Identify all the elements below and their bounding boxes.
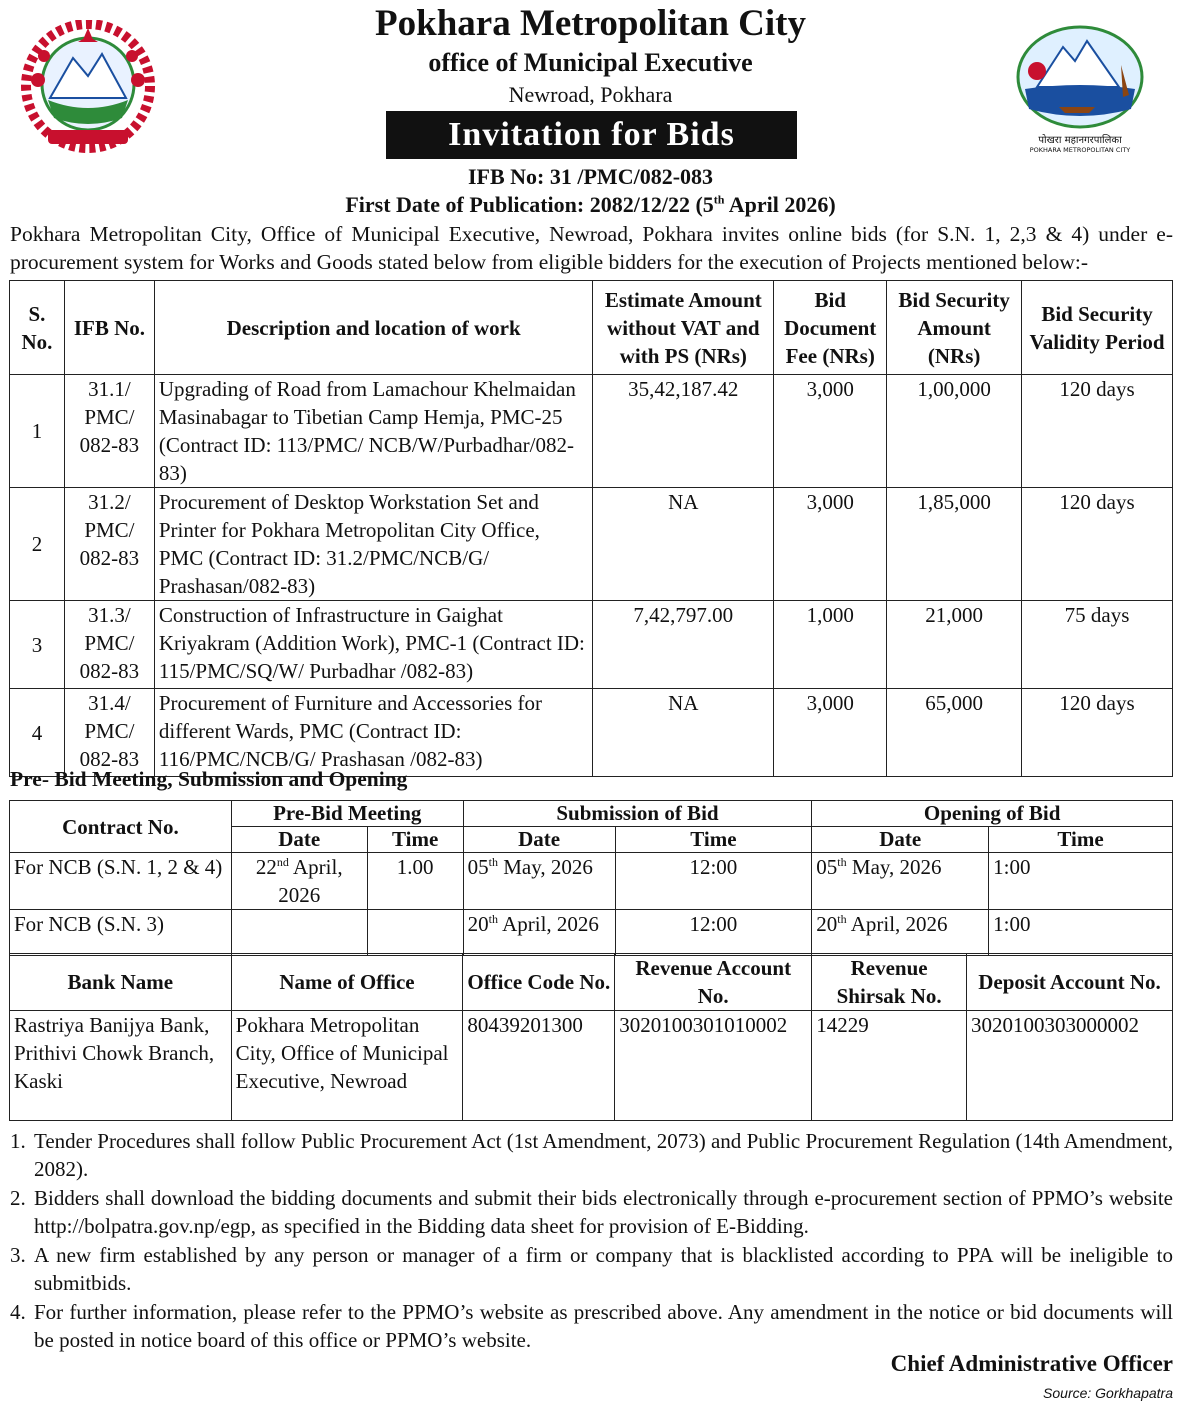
meeting-contract: For NCB (S.N. 1, 2 & 4) bbox=[10, 853, 232, 910]
header-sub-time: Time bbox=[615, 827, 812, 853]
bid-estimate: 35,42,187.42 bbox=[593, 375, 774, 488]
source-credit: Source: Gorkhapatra bbox=[1043, 1385, 1173, 1401]
meeting-sub-date: 05th May, 2026 bbox=[463, 853, 615, 910]
bid-validity: 120 days bbox=[1022, 689, 1173, 777]
header-bank-name: Bank Name bbox=[10, 954, 232, 1011]
bid-sn: 3 bbox=[10, 601, 65, 689]
meeting-row bbox=[10, 910, 1173, 956]
meeting-open-time: 1:00 bbox=[989, 910, 1173, 956]
notes-list bbox=[10, 1127, 1173, 1355]
note-item bbox=[10, 1241, 1173, 1297]
bid-row bbox=[10, 689, 1173, 777]
meeting-table bbox=[9, 800, 1173, 956]
header-doc-fee: Bid Document Fee (NRs) bbox=[774, 281, 887, 375]
office-code: 80439201300 bbox=[463, 1011, 615, 1121]
bid-ifb-no: 31.3/ PMC/ 082-83 bbox=[64, 601, 154, 689]
bid-estimate: NA bbox=[593, 488, 774, 601]
bid-description: Upgrading of Road from Lamachour Khelmaidan Masinabagar to Tibetian Camp Hemja, PMC-25 (Contract ID: 113/PMC/ NCB/W/Purbadhar/082-83) bbox=[154, 375, 593, 488]
bid-row bbox=[10, 601, 1173, 689]
bid-ifb-no: 31.4/ PMC/ 082-83 bbox=[64, 689, 154, 777]
bid-ifb-no: 31.1/ PMC/ 082-83 bbox=[64, 375, 154, 488]
meeting-sub-time: 12:00 bbox=[615, 853, 812, 910]
meeting-sub-date: 20th April, 2026 bbox=[463, 910, 615, 956]
meeting-prebid-time bbox=[367, 910, 463, 956]
header-sub-date: Date bbox=[463, 827, 615, 853]
intro-paragraph: Pokhara Metropolitan City, Office of Municipal Executive, Newroad, Pokhara invites online bids (for S.N. 1, 2,3 & 4) under e- procurement system for Works and Goods stated below from eligible bidders for the execution of Projects mentioned below:- bbox=[10, 222, 1173, 274]
office-address: Newroad, Pokhara bbox=[508, 82, 673, 107]
pmc-logo-nepali: पोखरा महानगरपालिका bbox=[1038, 135, 1122, 146]
bank-row bbox=[10, 1011, 1173, 1121]
meeting-prebid-date bbox=[231, 910, 367, 956]
header-security: Bid Security Amount (NRs) bbox=[887, 281, 1022, 375]
note-number: 1. bbox=[10, 1129, 26, 1153]
ifb-number: IFB No: 31 /PMC/082-083 bbox=[467, 164, 714, 189]
meeting-open-date: 20th April, 2026 bbox=[812, 910, 989, 956]
header-estimate: Estimate Amount without VAT and with PS (NRs) bbox=[593, 281, 774, 375]
header-validity: Bid Security Validity Period bbox=[1022, 281, 1173, 375]
shirsak-number: 14229 bbox=[812, 1011, 967, 1121]
note-item bbox=[10, 1127, 1173, 1183]
meeting-contract: For NCB (S.N. 3) bbox=[10, 910, 232, 956]
bid-security: 1,00,000 bbox=[887, 375, 1022, 488]
note-text: A new firm established by any person or manager of a firm or company that is blacklisted according to PPA will be ineligible to submitbids. bbox=[34, 1243, 1173, 1295]
header-opening: Opening of Bid bbox=[812, 801, 1173, 827]
header-prebid-time: Time bbox=[367, 827, 463, 853]
meeting-sub-time: 12:00 bbox=[615, 910, 812, 956]
meeting-row bbox=[10, 853, 1173, 910]
meeting-section-title: Pre- Bid Meeting, Submission and Opening bbox=[10, 767, 408, 791]
bid-estimate: 7,42,797.00 bbox=[593, 601, 774, 689]
header-deposit-account: Deposit Account No. bbox=[967, 954, 1173, 1011]
publication-date: First Date of Publication: 2082/12/22 (5th April 2026) bbox=[345, 192, 836, 217]
bid-row bbox=[10, 375, 1173, 488]
bid-security: 65,000 bbox=[887, 689, 1022, 777]
header-open-time: Time bbox=[989, 827, 1173, 853]
note-number: 2. bbox=[10, 1186, 26, 1210]
notice-type-banner: Invitation for Bids bbox=[386, 111, 797, 159]
office-name: Pokhara Metropolitan City, Office of Municipal Executive, Newroad bbox=[231, 1011, 463, 1121]
bid-doc-fee: 3,000 bbox=[774, 488, 887, 601]
bid-description: Procurement of Desktop Workstation Set and Printer for Pokhara Metropolitan City Office, PMC (Contract ID: 31.2/PMC/NCB/G/ Prashasan/082-83) bbox=[154, 488, 593, 601]
header-ifb: IFB No. bbox=[64, 281, 154, 375]
office-title: Pokhara Metropolitan City bbox=[375, 3, 806, 44]
meeting-open-date: 05th May, 2026 bbox=[812, 853, 989, 910]
meeting-prebid-time: 1.00 bbox=[367, 853, 463, 910]
bank-table bbox=[9, 953, 1173, 1121]
bid-doc-fee: 3,000 bbox=[774, 375, 887, 488]
note-text: For further information, please refer to the PPMO’s website as prescribed above. Any amendment in the notice or bid documents will be posted in notice board of this office or PPMO’s website. bbox=[34, 1300, 1173, 1352]
revenue-account: 3020100301010002 bbox=[615, 1011, 812, 1121]
bank-name: Rastriya Banijya Bank, Prithivi Chowk Branch, Kaski bbox=[10, 1011, 232, 1121]
bid-row bbox=[10, 488, 1173, 601]
bid-sn: 1 bbox=[10, 375, 65, 488]
header-description: Description and location of work bbox=[154, 281, 593, 375]
bid-estimate: NA bbox=[593, 689, 774, 777]
bid-sn: 2 bbox=[10, 488, 65, 601]
pmc-logo-english: POKHARA METROPOLITAN CITY bbox=[1029, 146, 1131, 154]
bid-doc-fee: 3,000 bbox=[774, 689, 887, 777]
meeting-open-time: 1:00 bbox=[989, 853, 1173, 910]
note-item bbox=[10, 1184, 1173, 1240]
note-text: Bidders shall download the bidding documents and submit their bids electronically through e-procurement section of PPMO’s website http://bolpatra.gov.np/egp, as specified in the Bidding data sheet for provision of E-Bidding. bbox=[34, 1186, 1173, 1238]
bid-validity: 120 days bbox=[1022, 375, 1173, 488]
note-number: 3. bbox=[10, 1243, 26, 1267]
header-open-date: Date bbox=[812, 827, 989, 853]
bid-description: Procurement of Furniture and Accessories for different Wards, PMC (Contract ID: 116/PMC/NCB/G/ Prashasan /082-83) bbox=[154, 689, 593, 777]
note-text: Tender Procedures shall follow Public Procurement Act (1st Amendment, 2073) and Public Procurement Regulation (14th Amendment, 2082). bbox=[34, 1129, 1173, 1181]
bid-security: 1,85,000 bbox=[887, 488, 1022, 601]
bid-ifb-no: 31.2/ PMC/ 082-83 bbox=[64, 488, 154, 601]
deposit-account: 3020100303000002 bbox=[967, 1011, 1173, 1121]
header-prebid-date: Date bbox=[231, 827, 367, 853]
bid-security: 21,000 bbox=[887, 601, 1022, 689]
header-revenue-account: Revenue Account No. bbox=[615, 954, 812, 1011]
header-contract: Contract No. bbox=[10, 801, 232, 853]
header-office-name: Name of Office bbox=[231, 954, 463, 1011]
bids-table bbox=[9, 280, 1173, 777]
note-number: 4. bbox=[10, 1300, 26, 1324]
bid-description: Construction of Infrastructure in Gaighat Kriyakram (Addition Work), PMC-1 (Contract ID: 115/PMC/SQ/W/ Purbadhar /082-83) bbox=[154, 601, 593, 689]
signature: Chief Administrative Officer bbox=[890, 1351, 1173, 1376]
header-shirsak: Revenue Shirsak No. bbox=[812, 954, 967, 1011]
header-submission: Submission of Bid bbox=[463, 801, 812, 827]
header-office-code: Office Code No. bbox=[463, 954, 615, 1011]
office-subtitle: office of Municipal Executive bbox=[428, 48, 753, 77]
bid-validity: 75 days bbox=[1022, 601, 1173, 689]
bid-validity: 120 days bbox=[1022, 488, 1173, 601]
header-prebid: Pre-Bid Meeting bbox=[231, 801, 463, 827]
bid-sn: 4 bbox=[10, 689, 65, 777]
bid-doc-fee: 1,000 bbox=[774, 601, 887, 689]
header-sn: S. No. bbox=[10, 281, 65, 375]
note-item bbox=[10, 1298, 1173, 1354]
meeting-prebid-date: 22nd April, 2026 bbox=[231, 853, 367, 910]
